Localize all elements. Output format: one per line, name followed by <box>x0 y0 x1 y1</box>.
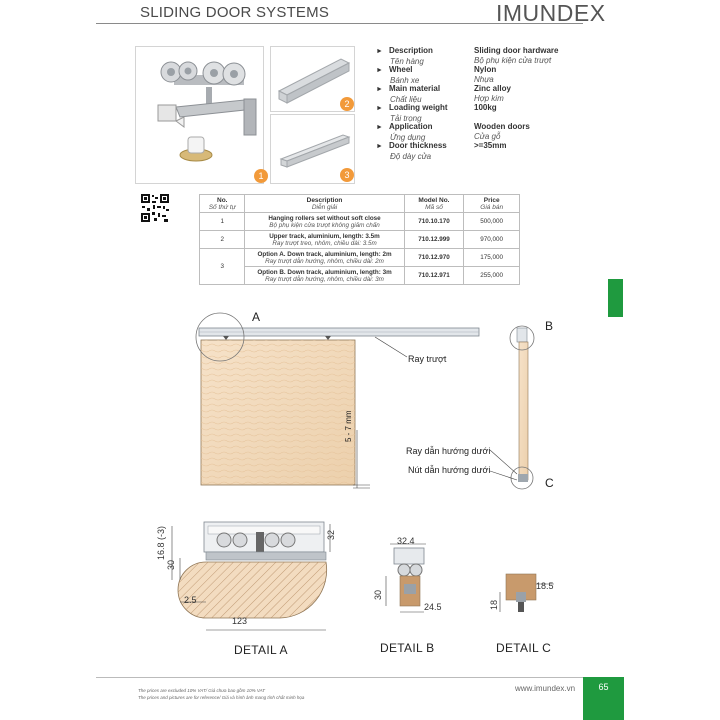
detail-c-drawing <box>488 568 558 628</box>
dim-a-2-5: 2.5 <box>184 595 197 605</box>
footer-divider <box>96 677 583 678</box>
table-header-row <box>200 195 520 213</box>
product-photo-down-track <box>270 114 355 184</box>
detail-a-drawing <box>150 518 350 636</box>
dim-b-30: 30 <box>373 589 383 600</box>
header-model: Model No. Mã số <box>404 195 464 213</box>
product-photo-upper-track <box>270 46 355 112</box>
section-side-tab <box>608 279 623 317</box>
photo-badge-1: 1 <box>254 169 268 183</box>
header-description: Description Diễn giải <box>245 195 404 213</box>
detail-b-label: DETAIL B <box>380 641 435 655</box>
label-a: A <box>252 310 261 324</box>
rollers-illustration <box>136 47 263 183</box>
label-ray-dan-huong: Ray dẫn hướng dưới <box>406 446 491 456</box>
door-elevation-drawing <box>185 312 565 502</box>
label-c: C <box>545 476 554 490</box>
photo-badge-3: 3 <box>340 168 354 182</box>
detail-a-label: DETAIL A <box>234 643 288 657</box>
table-row: 2 Upper track, aluminium, length: 3.5m Ray trượt treo, nhôm, chiều dài: 3.5m 710.12.999 970,000 <box>200 231 520 249</box>
label-nut-dan-huong: Nút dẫn hướng dưới <box>408 465 491 475</box>
dim-a-16-8: 16.8 (-3) <box>156 525 166 560</box>
footer-website: www.imundex.vn <box>515 684 576 693</box>
brand-logo-text: IMUNDEX <box>496 0 606 26</box>
section-title: SLIDING DOOR SYSTEMS <box>140 4 330 21</box>
qr-code-icon <box>140 193 170 223</box>
detail-b-drawing <box>380 540 460 625</box>
product-photo-rollers <box>135 46 264 184</box>
table-row: 3 Option A. Down track, aluminium, length: 2m Ray trượt dẫn hướng, nhôm, chiều dài: 2m 710.12.970 175,000 <box>200 249 520 267</box>
header-no: No. Số thứ tự <box>200 195 245 213</box>
dim-b-24-5: 24.5 <box>424 602 442 612</box>
table-row: 1 Hanging rollers set without soft close Bộ phụ kiện cửa trượt không giảm chấn 710.10.170 500,000 <box>200 213 520 231</box>
header-price: Price Giá bán <box>464 195 520 213</box>
table-row: Option B. Down track, aluminium, length: 3m Ray trượt dẫn hướng, nhôm, chiều dài: 3m 710.12.971 255,000 <box>200 267 520 285</box>
dim-c-18-5: 18.5 <box>536 581 554 591</box>
footer-note-vat: The prices are excluded 10% VAT/ Giá chưa bao gồm 10% VAT <box>138 688 266 693</box>
dim-a-123: 123 <box>232 616 248 626</box>
product-table <box>199 194 520 285</box>
dim-b-32-4: 32.4 <box>397 536 415 546</box>
detail-c-label: DETAIL C <box>496 641 552 655</box>
label-b: B <box>545 319 554 333</box>
dim-a-32: 32 <box>326 529 336 540</box>
label-gap-dimension: 5 - 7 mm <box>344 410 353 442</box>
page-number: 65 <box>583 677 624 720</box>
dim-c-18: 18 <box>489 599 499 610</box>
footer-note-reference: The prices and pictures are for reference/ Giá và hình ảnh mang tính chất minh họa <box>138 695 305 700</box>
photo-badge-2: 2 <box>340 97 354 111</box>
dim-a-30: 30 <box>166 559 176 570</box>
header-divider <box>96 23 583 24</box>
label-ray-truot: Ray trượt <box>408 354 447 364</box>
